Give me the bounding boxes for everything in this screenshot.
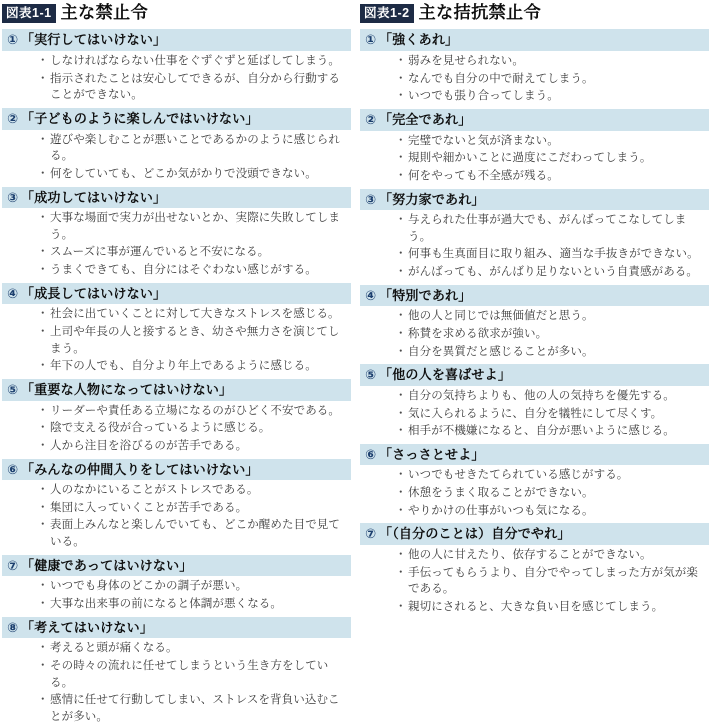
bullet-item: ・ 相手が不機嫌になると、自分が悪いように感じる。 xyxy=(360,423,709,440)
figure-heading: 主な拮抗禁止令 xyxy=(418,3,542,22)
bullet-item: ・ 他の人と同じでは無価値だと思う。 xyxy=(360,308,709,325)
section-header xyxy=(360,444,709,466)
bullet-item: ・ いつでも身体のどこかの調子が悪い。 xyxy=(2,578,351,595)
section-kanzen xyxy=(360,109,709,185)
bullet-item: ・ その時々の流れに任せてしまうという生き方をしている。 xyxy=(2,658,351,691)
bullet-list xyxy=(2,53,351,104)
section-title: 「完全であれ」 xyxy=(379,111,472,127)
section-kodomo xyxy=(2,108,351,183)
bullet-list xyxy=(360,308,709,360)
bullet-item: ・ 規則や細かいことに過度にこだわってしまう。 xyxy=(360,150,709,167)
bullet-list xyxy=(360,547,709,616)
bullet-list xyxy=(2,132,351,183)
figure-header-left xyxy=(2,3,351,23)
bullet-item: ・ いつでも張り合ってしまう。 xyxy=(360,88,709,105)
bullet-item: ・ 陰で支える役が合っているように感じる。 xyxy=(2,420,351,437)
bullet-item: ・ しなければならない仕事をぐずぐずと延ばしてしまう。 xyxy=(2,53,351,70)
bullet-item: ・ 自分の気持ちよりも、他の人の気持ちを優先する。 xyxy=(360,388,709,405)
bullet-item: ・ 完璧でないと気が済まない。 xyxy=(360,133,709,150)
section-header xyxy=(2,29,351,51)
figure-column-right xyxy=(360,3,709,728)
section-title: 「子どものように楽しんではいけない」 xyxy=(21,110,259,126)
section-number: ⑥ xyxy=(7,461,19,477)
section-header xyxy=(360,523,709,545)
section-number: ④ xyxy=(365,287,377,303)
bullet-list xyxy=(360,212,709,281)
section-title: 「さっさとせよ」 xyxy=(379,446,485,462)
section-doryokuka xyxy=(360,189,709,281)
section-title: 「成功してはいけない」 xyxy=(21,189,167,205)
bullet-item: ・ 上司や年長の人と接するとき、幼さや無力さを演じてしまう。 xyxy=(2,324,351,357)
figure-badge: 図表1-2 xyxy=(360,4,414,23)
bullet-item: ・ 大事な出来事の前になると体調が悪くなる。 xyxy=(2,596,351,613)
section-number: ⑦ xyxy=(365,526,377,542)
section-title: 「実行してはいけない」 xyxy=(21,32,167,48)
bullet-item: ・ 大事な場面で実力が出せないとか、実際に失敗してしまう。 xyxy=(2,210,351,243)
section-header xyxy=(2,617,351,639)
section-number: ① xyxy=(365,32,377,48)
bullet-item: ・ 人から注目を浴びるのが苦手である。 xyxy=(2,438,351,455)
section-title: 「努力家であれ」 xyxy=(379,191,485,207)
bullet-item: ・ いつでもせきたてられている感じがする。 xyxy=(360,467,709,484)
bullet-item: ・ 弱みを見せられない。 xyxy=(360,53,709,70)
section-title: 「（自分のことは）自分でやれ」 xyxy=(379,526,571,542)
figure-badge: 図表1-1 xyxy=(2,4,56,23)
section-header xyxy=(360,285,709,307)
section-number: ⑤ xyxy=(7,381,19,397)
figure-column-left xyxy=(2,3,351,728)
bullet-item: ・ 人のなかにいることがストレスである。 xyxy=(2,482,351,499)
section-sassato xyxy=(360,444,709,520)
figure-heading: 主な禁止令 xyxy=(60,3,149,22)
bullet-list xyxy=(2,482,351,551)
bullet-item: ・ 他の人に甘えたり、依存することができない。 xyxy=(360,547,709,564)
bullet-list xyxy=(360,133,709,185)
section-seikou xyxy=(2,187,351,279)
section-header xyxy=(360,29,709,51)
section-yorokobase xyxy=(360,364,709,440)
bullet-item: ・ 親切にされると、大きな負い目を感じてしまう。 xyxy=(360,599,709,616)
bullet-list xyxy=(2,403,351,455)
bullet-item: ・ 与えられた仕事が過大でも、がんばってこなしてしまう。 xyxy=(360,212,709,245)
section-nakamairi xyxy=(2,459,351,551)
bullet-item: ・ がんばっても、がんばり足りないという自責感がある。 xyxy=(360,264,709,281)
bullet-item: ・ 手伝ってもらうより、自分でやってしまった方が気が楽である。 xyxy=(360,565,709,598)
bullet-item: ・ 自分を異質だと感じることが多い。 xyxy=(360,344,709,361)
section-header xyxy=(2,459,351,481)
bullet-item: ・ うまくできても、自分にはそぐわない感じがする。 xyxy=(2,262,351,279)
figure-header-right xyxy=(360,3,709,23)
section-jibundeyare xyxy=(360,523,709,615)
bullet-item: ・ 気に入られるように、自分を犠牲にして尽くす。 xyxy=(360,406,709,423)
bullet-item: ・ 集団に入っていくことが苦手である。 xyxy=(2,500,351,517)
bullet-item: ・ 指示されたことは安心してできるが、自分から行動することができない。 xyxy=(2,71,351,104)
bullet-item: ・ 遊びや楽しむことが悪いことであるかのように感じられる。 xyxy=(2,132,351,165)
section-number: ③ xyxy=(7,189,19,205)
bullet-list xyxy=(2,210,351,279)
section-title: 「特別であれ」 xyxy=(379,287,472,303)
bullet-list xyxy=(2,306,351,375)
section-header xyxy=(360,189,709,211)
section-title: 「みんなの仲間入りをしてはいけない」 xyxy=(21,461,259,477)
section-title: 「考えてはいけない」 xyxy=(21,619,154,635)
bullet-list xyxy=(360,388,709,440)
section-seichou xyxy=(2,283,351,375)
bullet-item: ・ 何事も生真面目に取り組み、適当な手抜きができない。 xyxy=(360,246,709,263)
section-juuyou xyxy=(2,379,351,455)
section-header xyxy=(2,555,351,577)
bullet-list xyxy=(360,53,709,105)
section-kangae xyxy=(2,617,351,726)
bullet-item: ・ 年下の人でも、自分より年上であるように感じる。 xyxy=(2,358,351,375)
section-number: ② xyxy=(365,111,377,127)
section-title: 「成長してはいけない」 xyxy=(21,285,167,301)
section-number: ⑦ xyxy=(7,557,19,573)
section-number: ⑤ xyxy=(365,367,377,383)
section-tokubetsu xyxy=(360,285,709,361)
section-number: ② xyxy=(7,110,19,126)
bullet-item: ・ 考えると頭が痛くなる。 xyxy=(2,640,351,657)
bullet-list xyxy=(2,578,351,612)
section-jikkou xyxy=(2,29,351,104)
bullet-item: ・ スムーズに事が運んでいると不安になる。 xyxy=(2,244,351,261)
section-header xyxy=(2,379,351,401)
bullet-item: ・ 感情に任せて行動してしまい、ストレスを背負い込むことが多い。 xyxy=(2,692,351,725)
section-number: ① xyxy=(7,32,19,48)
section-title: 「他の人を喜ばせよ」 xyxy=(379,367,512,383)
section-header xyxy=(360,109,709,131)
bullet-item: ・ 休憩をうまく取ることができない。 xyxy=(360,485,709,502)
bullet-list xyxy=(2,640,351,725)
bullet-list xyxy=(360,467,709,519)
bullet-item: ・ リーダーや責任ある立場になるのがひどく不安である。 xyxy=(2,403,351,420)
bullet-item: ・ やりかけの仕事がいつも気になる。 xyxy=(360,503,709,520)
section-title: 「健康であってはいけない」 xyxy=(21,557,193,573)
section-header xyxy=(2,187,351,209)
bullet-item: ・ 称賛を求める欲求が強い。 xyxy=(360,326,709,343)
bullet-item: ・ なんでも自分の中で耐えてしまう。 xyxy=(360,71,709,88)
section-header xyxy=(2,108,351,130)
section-tsuyoku xyxy=(360,29,709,105)
section-number: ④ xyxy=(7,285,19,301)
section-header xyxy=(2,283,351,305)
bullet-item: ・ 何をしていても、どこか気がかりで没頭できない。 xyxy=(2,166,351,183)
bullet-item: ・ 何をやっても不全感が残る。 xyxy=(360,168,709,185)
bullet-item: ・ 表面上みんなと楽しんでいても、どこか醒めた目で見ている。 xyxy=(2,517,351,550)
section-title: 「重要な人物になってはいけない」 xyxy=(21,381,233,397)
section-number: ⑧ xyxy=(7,619,19,635)
section-title: 「強くあれ」 xyxy=(379,32,459,48)
bullet-item: ・ 社会に出ていくことに対して大きなストレスを感じる。 xyxy=(2,306,351,323)
section-number: ⑥ xyxy=(365,446,377,462)
section-header xyxy=(360,364,709,386)
section-number: ③ xyxy=(365,191,377,207)
